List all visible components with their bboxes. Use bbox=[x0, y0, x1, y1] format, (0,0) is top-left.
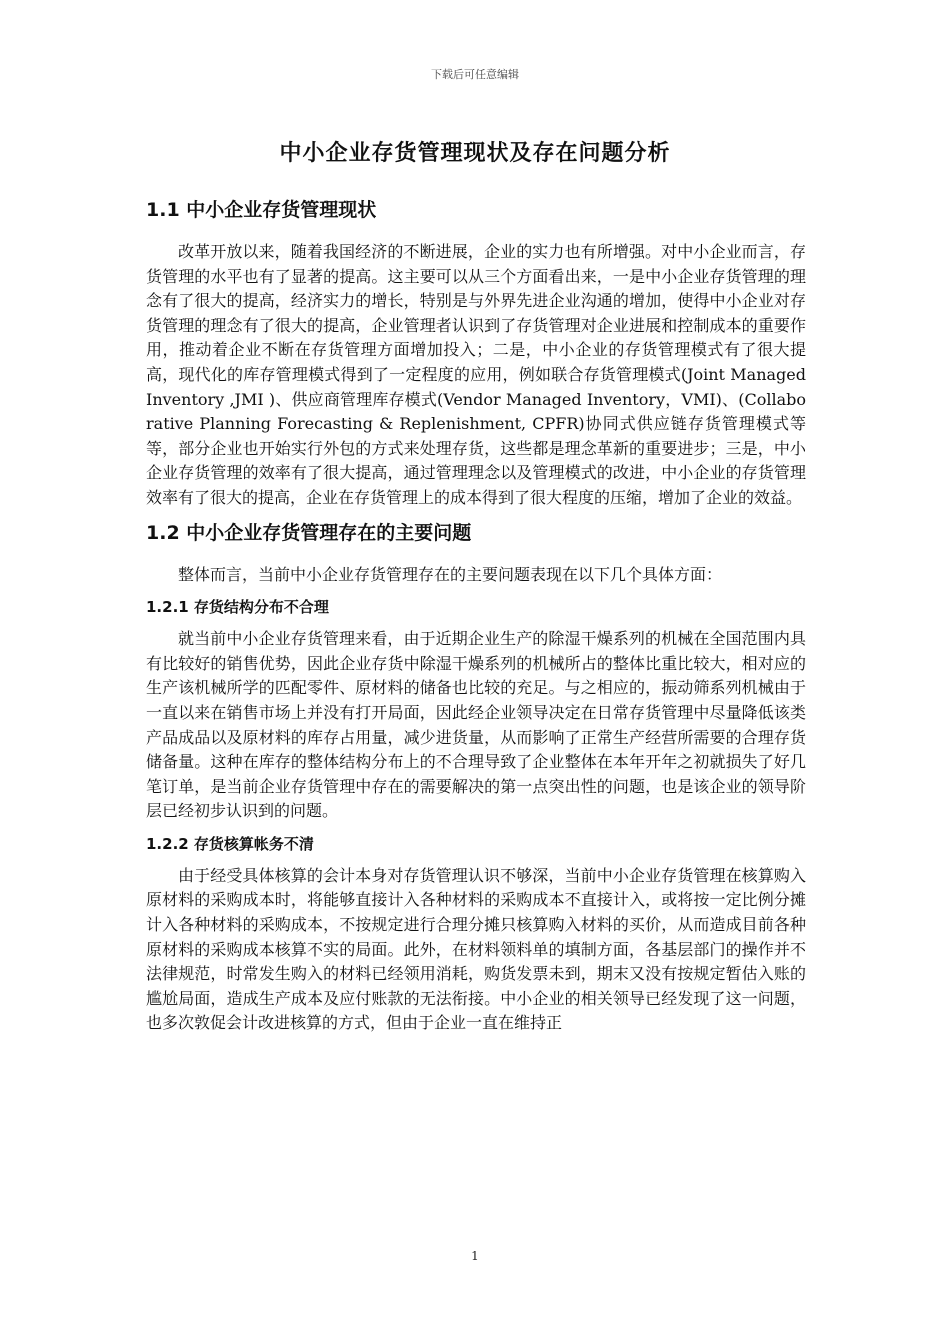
subsection-paragraph-1-2-1: 就当前中小企业存货管理来看，由于近期企业生产的除湿干燥系列的机械在全国范围内具有比较好的销售优势，因此企业存货中除湿干燥系列的机械所占的整体比重比较大，相对应的生产该机械所学的匹配零件、原材料的储备也比较的充足。与之相应的，振动筛系列机械由于一直以来在销售市场上并没有打开局面，因此经企业领导决定在日常存货管理中尽量降低该类产品成品以及原材料的库存占用量，减少进货量，从而影响了正常生产经营所需要的合理存货储备量。这种在库存的整体结构分布上的不合理导致了企业整体在本年开年之初就损失了好几笔订单，是当前企业存货管理中存在的需要解决的第一点突出性的问题，也是该企业的领导阶层已经初步认识到的问题。 bbox=[146, 629, 806, 821]
section-heading-1-2: 1.2 中小企业存货管理存在的主要问题 bbox=[146, 521, 472, 544]
document-title: 中小企业存货管理现状及存在问题分析 bbox=[279, 141, 671, 166]
document-body bbox=[146, 196, 806, 1044]
header-note: 下载后可任意编辑 bbox=[431, 68, 519, 81]
subsection-paragraph-1-2-2: 由于经受具体核算的会计本身对存货管理认识不够深，当前中小企业存货管理在核算购入原材料的采购成本时，将能够直接计入各种材料的采购成本不直接计入，或将按一定比例分摊计入各种材料的采购成本，不按规定进行合理分摊只核算购入材料的买价，从而造成目前各种原材料的采购成本核算不实的局面。此外，在材料领料单的填制方面，各基层部门的操作并不法律规范，时常发生购入的材料已经领用消耗，购货发票未到，期末又没有按规定暂估入账的尴尬局面，造成生产成本及应付账款的无法衔接。中小企业的相关领导已经发现了这一问题，也多次敦促会计改进核算的方式，但由于企业一直在维持正 bbox=[146, 865, 806, 1033]
section-heading-1-1: 1.1 中小企业存货管理现状 bbox=[146, 199, 377, 221]
subsection-heading-1-2-2: 1.2.2 存货核算帐务不清 bbox=[146, 834, 314, 853]
section-paragraph-1-1: 改革开放以来，随着我国经济的不断进展，企业的实力也有所增强。对中小企业而言，存货管理的水平也有了显著的提高。这主要可以从三个方面看出来，一是中小企业存货管理的理念有了很大的提高，经济实力的增长，特别是与外界先进企业沟通的增加，使得中小企业对存货管理的理念有了很大的提高，企业管理者认识到了存货管理对企业进展和控制成本的重要作用，推动着企业不断在存货管理方面增加投入；二是，中小企业的存货管理模式有了很大提高，现代化的库存管理模式得到了一定程度的应用，例如联合存货管理模式(Joint Managed Inventory ,JMI )、供应商管理库存模式(Vendor Managed Inventory，VMI)、(Collaborative Planning Forecasting & Replenishment, CPFR)协同式供应链存货管理模式等等，部分企业也开始实行外包的方式来处理存货，这些都是理念革新的重要进步；三是，中小企业存货管理的效率有了很大提高，通过管理理念以及管理模式的改进，中小企业的存货管理效率有了很大的提高，企业在存货管理上的成本得到了很大程度的压缩，增加了企业的效益。 bbox=[146, 242, 806, 507]
subsection-heading-1-2-1: 1.2.1 存货结构分布不合理 bbox=[146, 598, 329, 617]
section-paragraph-1-2: 整体而言，当前中小企业存货管理存在的主要问题表现在以下几个具体方面： bbox=[178, 564, 723, 584]
page-number: 1 bbox=[471, 1249, 479, 1263]
